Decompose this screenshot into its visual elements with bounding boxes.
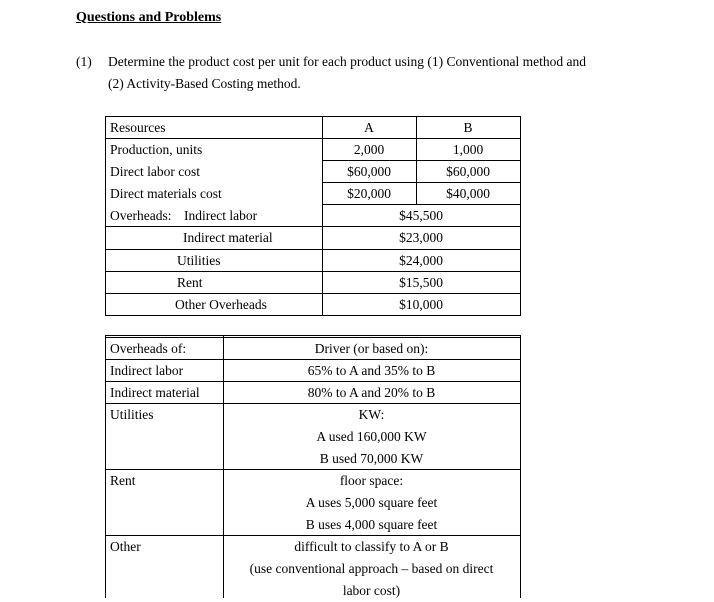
driver-indirect-labor: 65% to A and 35% to B [307,363,436,378]
overhead-other-value: $10,000 [399,297,443,312]
section-title: Questions and Problems [76,10,222,25]
driver-utilities-line-1: KW: [358,407,385,422]
question-number: (1) [76,54,92,69]
overhead-indirect-labor-value: $45,500 [399,208,443,223]
driver-indirect-material: 80% to A and 20% to B [307,385,436,400]
driver-other-line-3: labor cost) [342,583,401,598]
direct-labor-a: $60,000 [347,164,391,179]
driver-row-label-indirect-labor: Indirect labor [110,363,184,378]
overhead-rent: Rent [177,275,203,290]
driver-row-label-other: Other [110,539,141,554]
driver-row-label-rent: Rent [110,473,136,488]
direct-materials-a: $20,000 [347,186,391,201]
overhead-utilities: Utilities [177,253,221,268]
driver-utilities-line-2: A used 160,000 KW [316,429,427,444]
direct-labor-b: $60,000 [446,164,490,179]
overhead-other: Other Overheads [175,297,267,312]
question-text-line-2: (2) Activity-Based Costing method. [108,76,301,91]
col-header-a: A [364,120,374,135]
production-a: 2,000 [353,142,385,157]
overhead-rent-value: $15,500 [399,275,443,290]
overhead-indirect-material-value: $23,000 [399,230,443,245]
driver-other-line-2: (use conventional approach – based on direct [249,561,494,576]
production-b: 1,000 [452,142,484,157]
col-header-b: B [463,120,473,135]
direct-materials-b: $40,000 [446,186,490,201]
row-label-direct-labor: Direct labor cost [110,164,200,179]
driver-rent-line-3: B uses 4,000 square feet [305,517,438,532]
row-label-direct-materials: Direct materials cost [110,186,222,201]
driver-row-label-utilities: Utilities [110,407,154,422]
driver-rent-line-1: floor space: [339,473,404,488]
driver-rent-line-2: A uses 5,000 square feet [305,495,438,510]
overhead-indirect-material: Indirect material [183,230,273,245]
col-header-overheads-of: Overheads of: [110,341,187,356]
col-header-driver: Driver (or based on): [314,341,429,356]
question-text-line-1: Determine the product cost per unit for each product using (1) Conventional method and [108,54,586,69]
driver-utilities-line-3: B used 70,000 KW [319,451,424,466]
driver-other-line-1: difficult to classify to A or B [294,539,449,554]
overhead-indirect-labor: Indirect labor [184,208,258,223]
row-label-production: Production, units [110,142,203,157]
col-header-resources: Resources [110,120,166,135]
overheads-label: Overheads: [110,208,172,223]
overhead-utilities-value: $24,000 [399,253,443,268]
driver-row-label-indirect-material: Indirect material [110,385,200,400]
